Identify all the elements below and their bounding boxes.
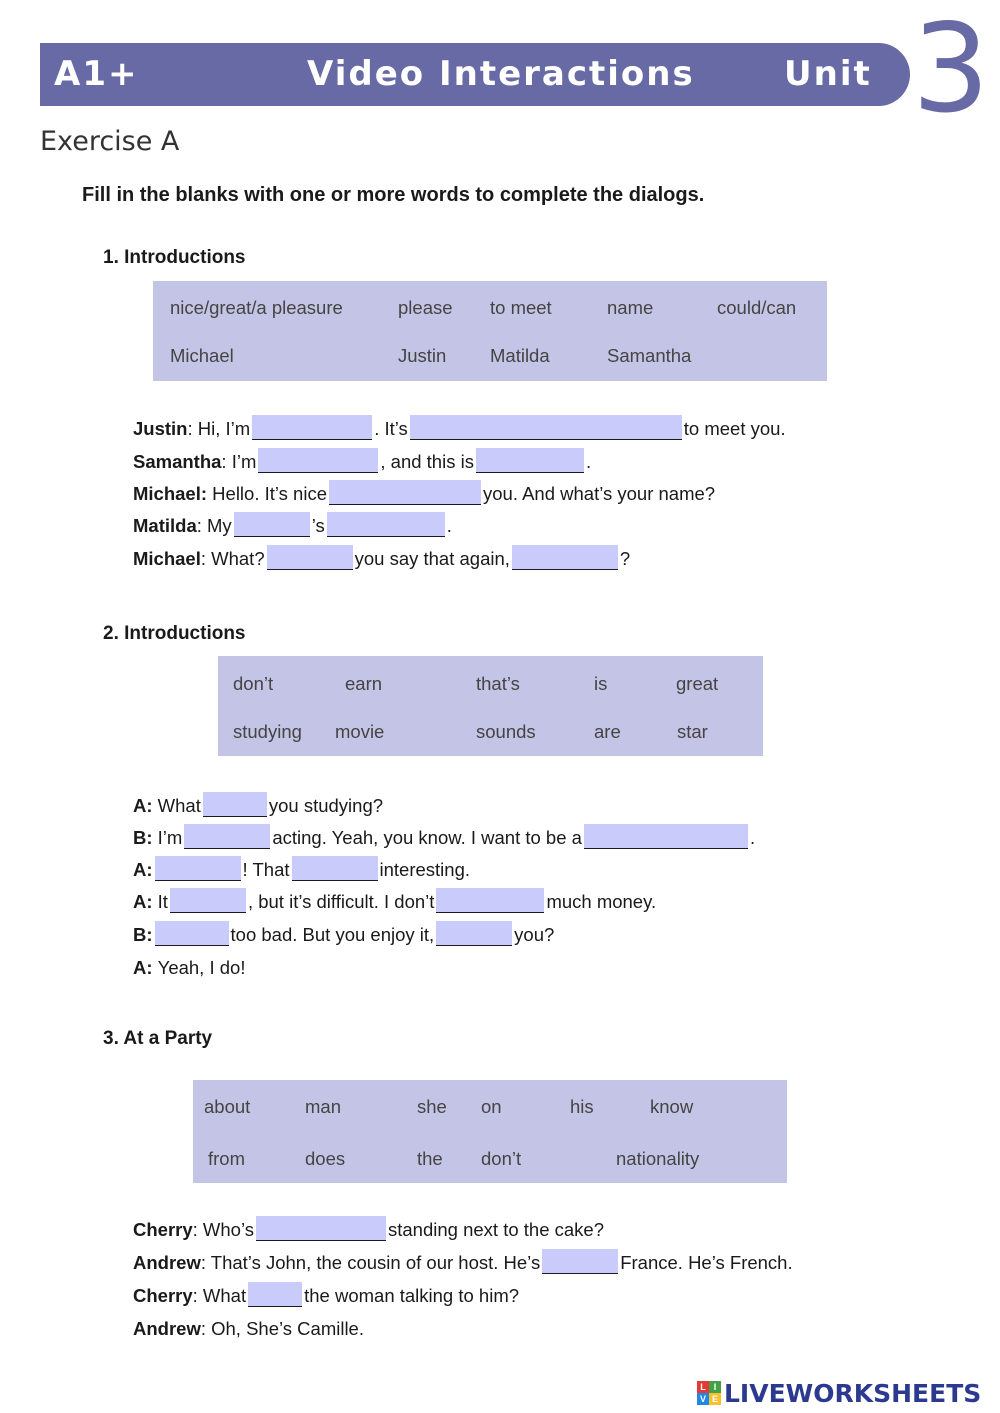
word-bank-item: know xyxy=(650,1096,694,1117)
speaker: Andrew xyxy=(133,1252,201,1273)
dialog-text: France. He’s French. xyxy=(620,1252,793,1273)
answer-blank[interactable] xyxy=(252,415,372,440)
word-bank-item: star xyxy=(677,721,708,742)
dialog-text: : What? xyxy=(200,548,265,569)
dialog-text: , but it’s difficult. I don’t xyxy=(247,891,435,912)
speaker: Cherry xyxy=(133,1285,193,1306)
dialog-text: : I’m xyxy=(221,451,257,472)
answer-blank[interactable] xyxy=(476,448,584,473)
logo-icon-letter: L xyxy=(697,1381,709,1393)
word-bank-item: man xyxy=(305,1096,341,1117)
dialog-text: acting. Yeah, you know. I want to be a xyxy=(272,827,582,848)
dialog-line xyxy=(133,955,245,979)
speaker: Michael xyxy=(133,548,201,569)
word-bank-item: to meet xyxy=(490,297,552,318)
word-bank-item: nationality xyxy=(616,1148,700,1169)
dialog-text: : My xyxy=(196,515,232,536)
answer-blank[interactable] xyxy=(248,1282,302,1307)
answer-blank[interactable] xyxy=(436,921,512,946)
word-bank-item: his xyxy=(570,1096,594,1117)
word-bank-item: she xyxy=(417,1096,447,1117)
word-bank-item: is xyxy=(594,673,608,694)
liveworksheets-logo-icon xyxy=(697,1381,721,1405)
dialog-line xyxy=(133,889,656,913)
dialog-text: Hello. It’s nice xyxy=(212,483,327,504)
dialog-text: standing next to the cake? xyxy=(388,1219,604,1240)
answer-blank[interactable] xyxy=(256,1216,386,1241)
dialog-line xyxy=(133,449,591,473)
answer-blank[interactable] xyxy=(234,512,310,537)
answer-blank[interactable] xyxy=(155,856,241,881)
logo-text: LIVEWORKSHEETS xyxy=(724,1378,982,1408)
dialog-text: . xyxy=(446,515,452,536)
dialog-text: It xyxy=(157,891,168,912)
dialog-text: : That’s John, the cousin of our host. He’s xyxy=(200,1252,541,1273)
logo-icon-letter: E xyxy=(709,1393,721,1405)
word-bank-item: Samantha xyxy=(607,345,692,366)
instructions: Fill in the blanks with one or more words to complete the dialogs. xyxy=(82,184,705,206)
word-bank-1 xyxy=(153,281,827,381)
section-1-title: 1. Introductions xyxy=(103,247,246,268)
answer-blank[interactable] xyxy=(155,921,229,946)
speaker: A: xyxy=(133,859,153,880)
speaker: Matilda xyxy=(133,515,197,536)
dialog-text: : What xyxy=(192,1285,247,1306)
dialog-text: the woman talking to him? xyxy=(304,1285,520,1306)
word-bank-item: from xyxy=(208,1148,245,1169)
answer-blank[interactable] xyxy=(292,856,378,881)
answer-blank[interactable] xyxy=(170,888,246,913)
unit-number: 3 xyxy=(912,0,990,140)
dialog-text: you? xyxy=(514,924,555,945)
word-bank-item: don’t xyxy=(481,1148,522,1169)
dialog-text: : Hi, I’m xyxy=(187,418,251,439)
dialog-text: , and this is xyxy=(380,451,474,472)
speaker: A: xyxy=(133,891,153,912)
word-bank-item: earn xyxy=(345,673,383,694)
section-3-title: 3. At a Party xyxy=(103,1028,213,1049)
level-label: A1+ xyxy=(54,54,139,94)
dialog-text: too bad. But you enjoy it, xyxy=(230,924,435,945)
word-bank-item: name xyxy=(607,297,654,318)
answer-blank[interactable] xyxy=(184,824,270,849)
dialog-text: What xyxy=(157,795,201,816)
word-bank-item: about xyxy=(204,1096,251,1117)
word-bank-item: movie xyxy=(335,721,385,742)
dialog-line xyxy=(133,1217,604,1241)
word-bank-item: Matilda xyxy=(490,345,550,366)
word-bank-item: please xyxy=(398,297,453,318)
word-bank-3 xyxy=(193,1080,787,1183)
answer-blank[interactable] xyxy=(329,480,481,505)
dialog-text: interesting. xyxy=(379,859,470,880)
exercise-title: Exercise A xyxy=(40,126,180,157)
answer-blank[interactable] xyxy=(327,512,445,537)
speaker: A: xyxy=(133,957,153,978)
dialog-text: . xyxy=(585,451,592,472)
worksheet-title: Video Interactions xyxy=(307,54,695,94)
dialog-text: . xyxy=(749,827,756,848)
speaker: A: xyxy=(133,795,153,816)
speaker: B: xyxy=(133,827,153,848)
answer-blank[interactable] xyxy=(542,1249,618,1274)
dialog-text: to meet you. xyxy=(683,418,786,439)
word-bank-item: are xyxy=(594,721,621,742)
answer-blank[interactable] xyxy=(258,448,378,473)
speaker: B: xyxy=(133,924,153,945)
word-bank-item: on xyxy=(481,1096,502,1117)
word-bank-item: Justin xyxy=(398,345,447,366)
section-2-title: 2. Introductions xyxy=(103,623,246,644)
word-bank-item: Michael xyxy=(170,345,234,366)
dialog-text: . It’s xyxy=(374,418,408,439)
dialog-line xyxy=(133,513,452,537)
speaker: Samantha xyxy=(133,451,222,472)
dialog-line xyxy=(133,416,786,440)
dialog-line xyxy=(133,793,383,817)
dialog-text: I’m xyxy=(157,827,183,848)
answer-blank[interactable] xyxy=(410,415,682,440)
word-bank-item: could/can xyxy=(717,297,797,318)
word-bank-item: great xyxy=(676,673,719,694)
dialog-text: ! That xyxy=(242,859,290,880)
speaker: Justin xyxy=(133,418,188,439)
word-bank-item: does xyxy=(305,1148,346,1169)
word-bank-item: sounds xyxy=(476,721,536,742)
answer-blank[interactable] xyxy=(203,792,267,817)
dialog-text: : Oh, She’s Camille. xyxy=(200,1318,364,1339)
speaker: Andrew xyxy=(133,1318,201,1339)
dialog-line xyxy=(133,546,630,570)
word-bank-item: nice/great/a pleasure xyxy=(170,297,343,318)
speaker: Michael: xyxy=(133,483,208,504)
dialog-text: ? xyxy=(619,548,631,569)
word-bank-item: the xyxy=(417,1148,443,1169)
dialog-line xyxy=(133,857,470,881)
word-bank-2 xyxy=(218,656,763,756)
speaker: Cherry xyxy=(133,1219,193,1240)
dialog-text: you studying? xyxy=(268,795,384,816)
dialog-line xyxy=(133,1316,364,1340)
answer-blank[interactable] xyxy=(584,824,748,849)
dialog-text: Yeah, I do! xyxy=(157,957,246,978)
dialog-line xyxy=(133,1250,793,1274)
dialog-line xyxy=(133,481,715,505)
logo-icon-letter: V xyxy=(697,1393,709,1405)
word-bank-item: don’t xyxy=(233,673,274,694)
dialog-text: ’s xyxy=(311,515,325,536)
liveworksheets-logo xyxy=(697,1378,981,1408)
word-bank-item: studying xyxy=(233,721,302,742)
dialog-text: much money. xyxy=(546,891,657,912)
answer-blank[interactable] xyxy=(436,888,544,913)
answer-blank[interactable] xyxy=(267,545,353,570)
dialog-line xyxy=(133,1283,519,1307)
word-bank-item: that’s xyxy=(476,673,520,694)
dialog-text: you say that again, xyxy=(354,548,510,569)
logo-icon-letter: I xyxy=(709,1381,721,1393)
dialog-text: : Who’s xyxy=(192,1219,254,1240)
unit-label: Unit xyxy=(784,54,872,94)
dialog-line xyxy=(133,825,755,849)
dialog-line xyxy=(133,922,554,946)
dialog-text: you. And what’s your name? xyxy=(483,483,716,504)
answer-blank[interactable] xyxy=(512,545,618,570)
